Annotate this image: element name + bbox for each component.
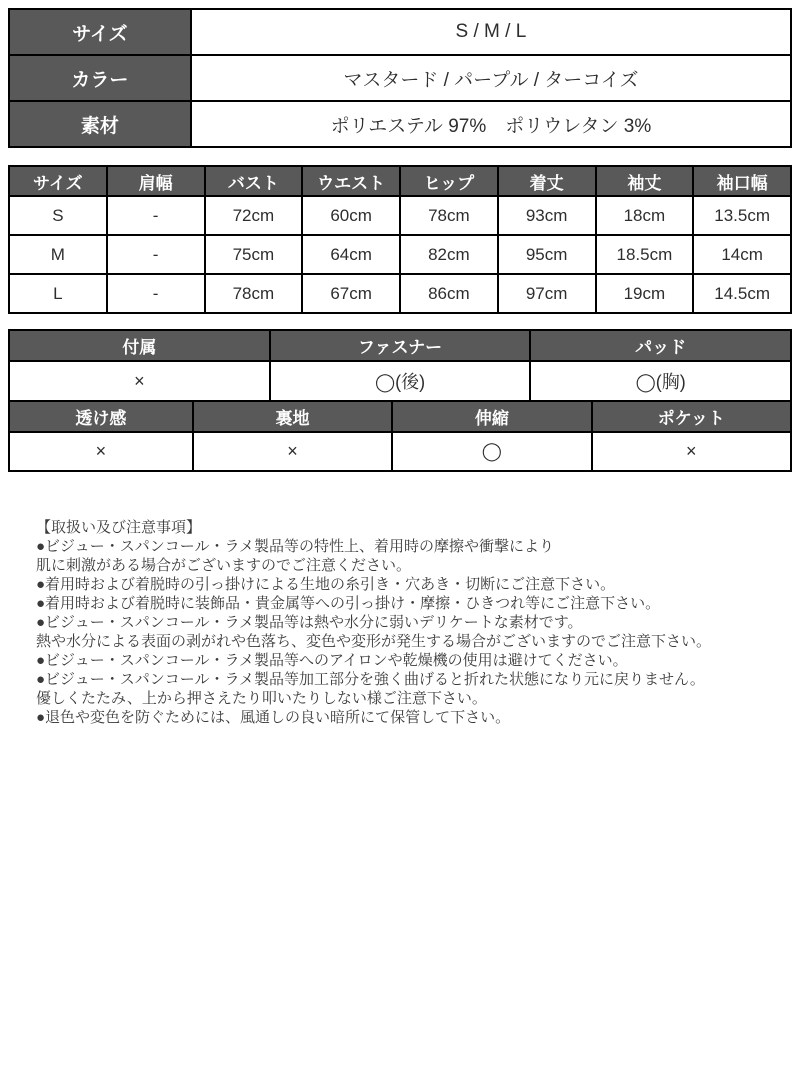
handling-note-line: ●退色や変色を防ぐためには、風通しの良い暗所にて保管して下さい。	[36, 709, 511, 726]
size-cell: S	[9, 196, 107, 235]
size-col-header: バスト	[205, 166, 303, 196]
feature-value-stretch: ◯	[392, 432, 591, 471]
size-cell: 93cm	[498, 196, 596, 235]
size-cell: 14.5cm	[693, 274, 791, 313]
size-cell: -	[107, 235, 205, 274]
info-value-material: ポリエステル 97% ポリウレタン 3%	[191, 101, 791, 147]
handling-note-line: ●着用時および着脱時に装飾品・貴金属等への引っ掛け・摩擦・ひきつれ等にご注意下さい。	[36, 595, 661, 612]
size-cell: 67cm	[302, 274, 400, 313]
handling-note-line: 熱や水分による表面の剥がれや色落ち、変色や変形が発生する場合がございますのでご注意下さい。	[36, 633, 712, 650]
feature-header-fastener: ファスナー	[270, 330, 531, 361]
table-row-size-l	[9, 274, 791, 313]
feature-header-sheerness: 透け感	[9, 401, 193, 432]
handling-note-line: ●ビジュー・スパンコール・ラメ製品等加工部分を強く曲げると折れた状態になり元に戻りません。	[36, 671, 705, 688]
table-header-row	[9, 401, 791, 432]
size-col-header: ウエスト	[302, 166, 400, 196]
handling-notes-title: 【取扱い及び注意事項】	[36, 519, 202, 536]
info-label-size: サイズ	[9, 9, 191, 55]
features-table-row2	[8, 400, 792, 472]
size-col-header: 袖丈	[596, 166, 694, 196]
size-cell: 19cm	[596, 274, 694, 313]
size-cell: 14cm	[693, 235, 791, 274]
product-info-table	[8, 8, 792, 148]
size-cell: 64cm	[302, 235, 400, 274]
size-cell: 18.5cm	[596, 235, 694, 274]
feature-header-pad: パッド	[530, 330, 791, 361]
size-col-header: 着丈	[498, 166, 596, 196]
size-col-header: 肩幅	[107, 166, 205, 196]
feature-value-accessory: ×	[9, 361, 270, 401]
table-row	[9, 55, 791, 101]
info-value-color: マスタード / パープル / ターコイズ	[191, 55, 791, 101]
feature-header-accessory: 付属	[9, 330, 270, 361]
info-value-size: S / M / L	[191, 9, 791, 55]
size-col-header: サイズ	[9, 166, 107, 196]
handling-note-line: ●ビジュー・スパンコール・ラメ製品等へのアイロンや乾燥機の使用は避けてください。	[36, 652, 628, 669]
handling-note-line: ●ビジュー・スパンコール・ラメ製品等の特性上、着用時の摩擦や衝撃により	[36, 538, 555, 555]
feature-value-sheerness: ×	[9, 432, 193, 471]
size-cell: 95cm	[498, 235, 596, 274]
size-cell: M	[9, 235, 107, 274]
feature-header-stretch: 伸縮	[392, 401, 591, 432]
size-cell: 78cm	[205, 274, 303, 313]
size-cell: 18cm	[596, 196, 694, 235]
feature-header-lining: 裏地	[193, 401, 392, 432]
feature-value-lining: ×	[193, 432, 392, 471]
handling-notes	[36, 518, 792, 727]
size-cell: 72cm	[205, 196, 303, 235]
size-col-header: 袖口幅	[693, 166, 791, 196]
size-cell: 75cm	[205, 235, 303, 274]
info-label-color: カラー	[9, 55, 191, 101]
size-cell: -	[107, 196, 205, 235]
table-row	[9, 361, 791, 401]
size-col-header: ヒップ	[400, 166, 498, 196]
size-cell: 86cm	[400, 274, 498, 313]
table-header-row	[9, 166, 791, 196]
handling-note-line: ●着用時および着脱時の引っ掛けによる生地の糸引き・穴あき・切断にご注意下さい。	[36, 576, 616, 593]
feature-header-pocket: ポケット	[592, 401, 791, 432]
table-row-size-s	[9, 196, 791, 235]
table-row-size-m	[9, 235, 791, 274]
feature-value-fastener: ◯(後)	[270, 361, 531, 401]
size-chart-table	[8, 165, 792, 314]
size-cell: 97cm	[498, 274, 596, 313]
size-cell: L	[9, 274, 107, 313]
size-cell: 13.5cm	[693, 196, 791, 235]
table-row	[9, 101, 791, 147]
size-cell: 82cm	[400, 235, 498, 274]
handling-note-line: 肌に刺激がある場合がございますのでご注意ください。	[36, 557, 412, 574]
handling-note-line: ●ビジュー・スパンコール・ラメ製品等は熱や水分に弱いデリケートな素材です。	[36, 614, 583, 631]
table-row	[9, 432, 791, 471]
handling-note-line: 優しくたたみ、上から押さえたり叩いたりしない様ご注意下さい。	[36, 690, 487, 707]
feature-value-pad: ◯(胸)	[530, 361, 791, 401]
table-row	[9, 9, 791, 55]
info-label-material: 素材	[9, 101, 191, 147]
size-cell: -	[107, 274, 205, 313]
size-cell: 78cm	[400, 196, 498, 235]
table-header-row	[9, 330, 791, 361]
feature-value-pocket: ×	[592, 432, 791, 471]
features-table-row1	[8, 329, 792, 402]
size-cell: 60cm	[302, 196, 400, 235]
